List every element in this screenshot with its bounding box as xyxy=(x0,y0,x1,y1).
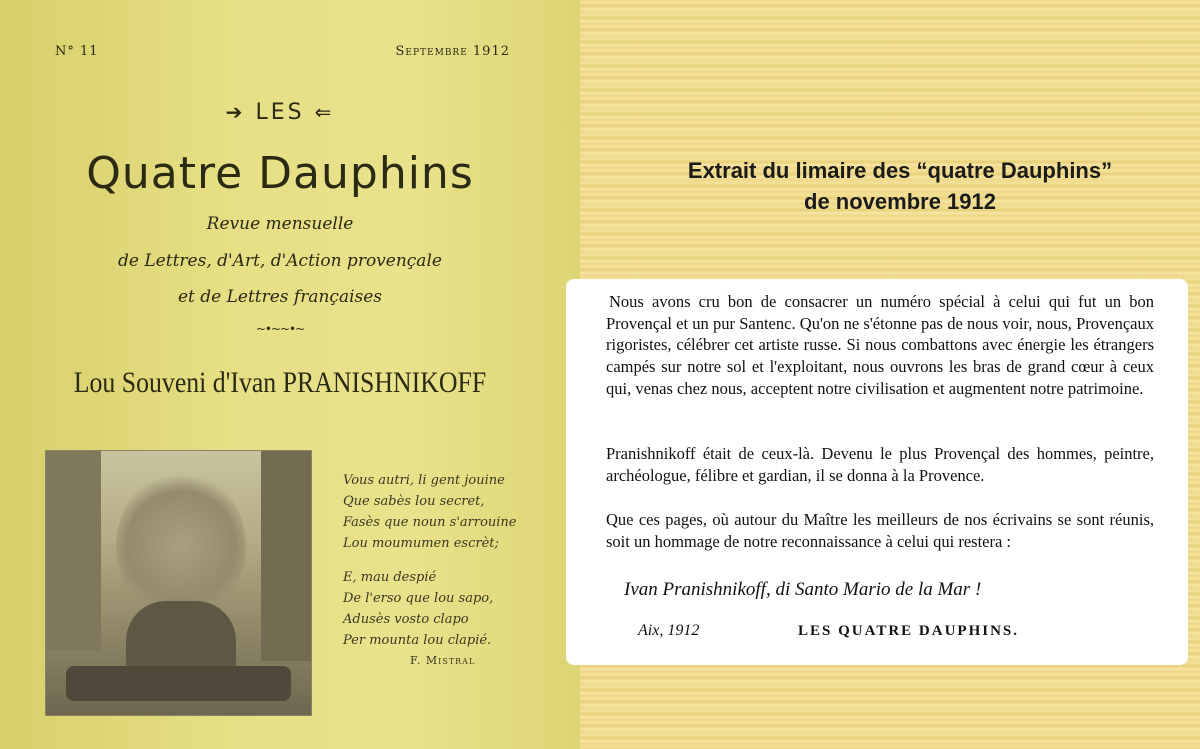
tree xyxy=(116,471,246,621)
excerpt-paragraph-3: Que ces pages, où autour du Maître les meilleurs de nos écrivains se sont réunis, soit un hommage de notre reconnaissance à celui qui restera : xyxy=(606,510,1154,551)
cover-title: Quatre Dauphins xyxy=(86,148,474,199)
poem-line: De l'erso que lou sapo, xyxy=(343,591,494,606)
excerpt-place-date: Aix, 1912 xyxy=(638,622,700,639)
issue-number: N° 11 xyxy=(55,44,99,59)
fountain-basin xyxy=(66,666,291,701)
poem-line: Fasès que noun s'arrouine xyxy=(343,515,517,530)
excerpt-card xyxy=(566,279,1188,665)
magazine-cover xyxy=(0,0,580,749)
building-right xyxy=(261,451,311,661)
issue-date: Septembre 1912 xyxy=(395,44,510,59)
poem-stanza-2 xyxy=(343,567,493,651)
ornament-divider: ~•~~•~ xyxy=(255,322,305,336)
arrow-right-ornament-icon: ➔ xyxy=(225,100,246,124)
fountain xyxy=(126,601,236,671)
poem-line: Adusès vosto clapo xyxy=(343,612,469,627)
cover-les xyxy=(0,100,560,125)
poem-line: E, mau despié xyxy=(343,570,437,585)
excerpt-revue-name: LES QUATRE DAUPHINS. xyxy=(798,623,1020,639)
poem-stanza-1 xyxy=(343,470,517,554)
les-text: LES xyxy=(255,100,305,125)
poem-line: Que sabès lou secret, xyxy=(343,494,485,509)
arrow-left-ornament-icon: ⇐ xyxy=(314,100,335,124)
poem-line: Vous autri, li gent jouine xyxy=(343,473,505,488)
excerpt-paragraph-2: Pranishnikoff était de ceux-là. Devenu le plus Provençal des hommes, peintre, archéologue, félibre et gardian, il se donna à la Provence. xyxy=(606,444,1154,485)
fountain-photo xyxy=(45,450,312,716)
poem-signature: F. Mistral xyxy=(410,654,476,667)
poem-line: Lou moumumen escrèt; xyxy=(343,536,499,551)
excerpt-heading xyxy=(600,155,1200,217)
excerpt-paragraph-1: Nous avons cru bon de consacrer un numéro spécial à celui qui fut un bon Provençal et un pur Santenc. Qu'on ne s'étonne pas de nous voir, nous, Provençaux rigoristes, célébrer cet artiste russe. Si nous combattons avec énergie les étrangers campés sur notre sol et l'exploitant, nous ouvrons les bras de grand cœur à ceux qui, venas chez nous, acceptent notre civilisation et augmentent notre patrimoine. xyxy=(606,292,1154,398)
heading-line-2: de novembre 1912 xyxy=(804,189,996,214)
cover-subtitle-2: de Lettres, d'Art, d'Action provençale xyxy=(118,251,442,271)
excerpt-closing: Ivan Pranishnikoff, di Santo Mario de la Mar ! xyxy=(624,579,982,600)
cover-subtitle-3: et de Lettres françaises xyxy=(177,287,383,307)
heading-line-1: Extrait du limaire des “quatre Dauphins” xyxy=(687,158,1113,183)
poem-line: Per mounta lou clapié. xyxy=(343,633,492,648)
cover-subtitle-1: Revue mensuelle xyxy=(206,214,354,234)
cover-headline: Lou Souveni d'Ivan PRANISHNIKOFF xyxy=(73,366,487,399)
building-left xyxy=(46,451,101,651)
